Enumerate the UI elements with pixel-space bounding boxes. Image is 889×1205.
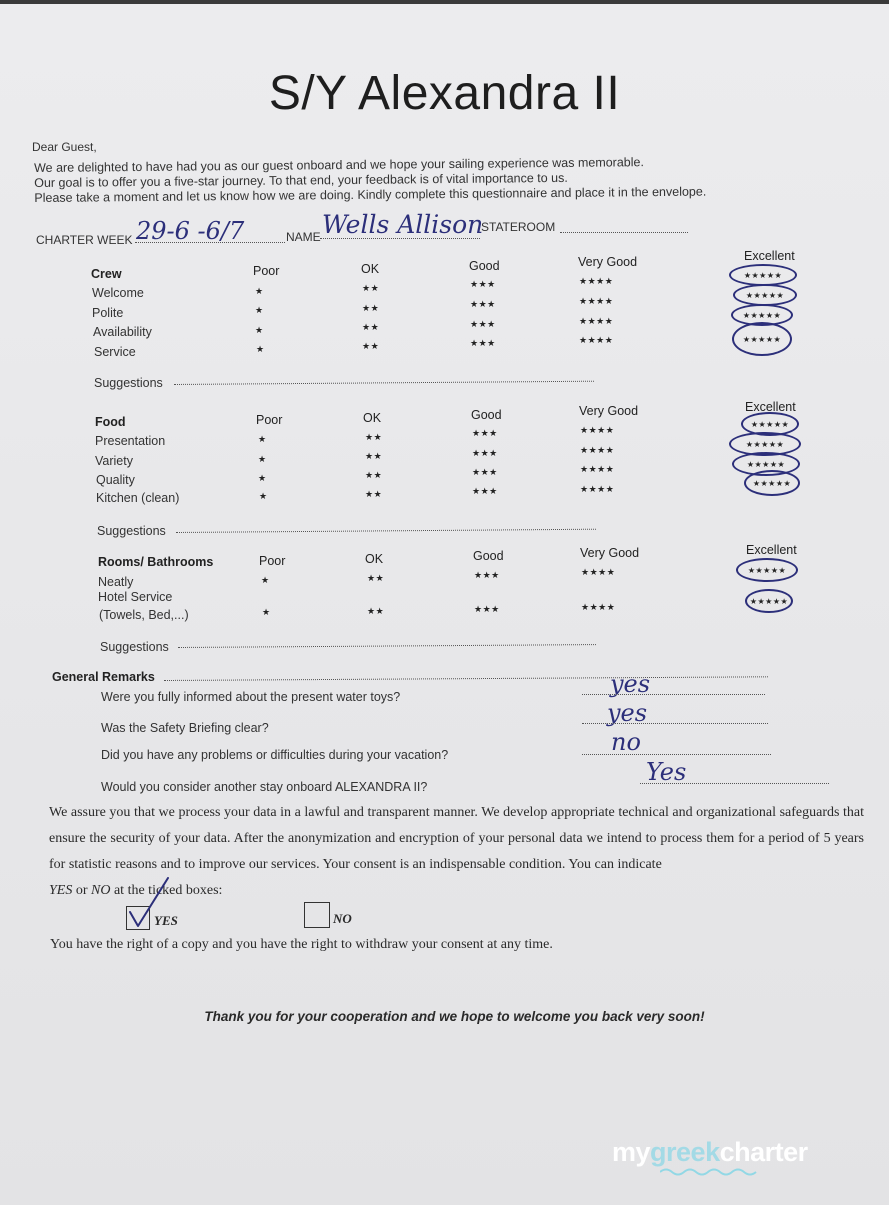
rating-excellent-welcome[interactable]: [729, 264, 797, 286]
row-label-neatly: Neatly: [98, 575, 134, 589]
column-header-good: Good: [471, 408, 502, 422]
privacy-text: We assure you that we process your data in a lawful and transparent manner. We develop appropriate technical and organizational safeguards that ensure the security of your data. After the anonymization and encryption of your personal data we intend to process them for a period of 5 years for statistic reasons and to improve our services. Your consent is an indispensable condition. You can indicate: [49, 805, 864, 872]
answer-safety-briefing[interactable]: yes: [607, 699, 648, 727]
column-header-good: Good: [473, 549, 504, 563]
question-safety-briefing: Was the Safety Briefing clear?: [101, 721, 269, 735]
rating-poor-kitchen[interactable]: ★: [259, 491, 268, 501]
rating-good-polite[interactable]: ★★★: [470, 299, 496, 309]
answer-line: [640, 783, 829, 784]
intro-paragraph: [34, 155, 706, 206]
suggestions-label-crew: Suggestions: [94, 376, 163, 390]
row-label-welcome: Welcome: [92, 286, 144, 300]
rating-good-presentation[interactable]: ★★★: [472, 428, 498, 438]
row-label-variety: Variety: [95, 454, 133, 468]
consent-yes-label: YES: [154, 913, 178, 928]
rating-good-welcome[interactable]: ★★★: [470, 279, 496, 289]
rating-good-hotel-service[interactable]: ★★★: [474, 604, 500, 614]
rating-very-good-variety[interactable]: ★★★★: [580, 445, 615, 455]
rating-ok-polite[interactable]: ★★: [362, 303, 380, 313]
rating-poor-hotel-service[interactable]: ★: [262, 607, 271, 617]
row-label-quality: Quality: [96, 473, 135, 487]
rating-very-good-neatly[interactable]: ★★★★: [581, 567, 616, 577]
rating-very-good-hotel-service[interactable]: ★★★★: [581, 602, 616, 612]
privacy-yes: YES: [49, 883, 73, 898]
answer-line: [582, 694, 765, 695]
consent-no-label: NO: [333, 911, 352, 926]
general-remarks-field[interactable]: [164, 676, 768, 681]
excellent-stars: ★★★★★: [742, 310, 782, 320]
rating-poor-welcome[interactable]: ★: [255, 286, 264, 296]
thank-you-text: Thank you for your cooperation and we hope to welcome you back very soon!: [204, 1009, 705, 1024]
column-header-good: Good: [469, 259, 500, 273]
privacy-rest: at the ticked boxes:: [110, 883, 223, 898]
consent-no-checkbox[interactable]: [304, 902, 330, 928]
section-heading-food: Food: [95, 415, 126, 429]
column-header-poor: Poor: [253, 264, 280, 278]
rating-very-good-availability[interactable]: ★★★★: [579, 316, 614, 326]
question-another-stay: Would you consider another stay onboard ALEXANDRA II?: [101, 780, 428, 794]
rating-excellent-service[interactable]: [732, 322, 792, 356]
rights-text: You have the right of a copy and you have the right to withdraw your consent at any time.: [50, 937, 553, 952]
section-heading-crew: Crew: [91, 267, 122, 281]
rating-very-good-service[interactable]: ★★★★: [579, 335, 614, 345]
privacy-no: NO: [91, 883, 111, 898]
rating-ok-variety[interactable]: ★★: [365, 451, 383, 461]
row-label-service: Service: [94, 345, 136, 359]
name-line: [320, 238, 480, 239]
question-problems: Did you have any problems or difficulties during your vacation?: [101, 748, 449, 762]
row-label-kitchen: Kitchen (clean): [96, 491, 180, 505]
answer-line: [582, 754, 771, 755]
name-field[interactable]: Wells Allison: [322, 210, 484, 239]
page-title: S/Y Alexandra II: [268, 67, 621, 120]
privacy-or: or: [72, 883, 92, 898]
answer-line: [582, 723, 768, 724]
rating-good-variety[interactable]: ★★★: [472, 448, 498, 458]
excellent-stars: ★★★★★: [742, 334, 782, 344]
rating-good-quality[interactable]: ★★★: [472, 467, 498, 477]
row-label-polite: Polite: [92, 306, 124, 320]
column-header-ok: OK: [363, 411, 382, 425]
logo-part: charter: [719, 1137, 808, 1167]
rating-very-good-kitchen[interactable]: ★★★★: [580, 484, 615, 494]
excellent-stars: ★★★★★: [749, 596, 789, 606]
answer-water-toys[interactable]: yes: [610, 670, 651, 698]
excellent-stars: ★★★★★: [746, 459, 786, 469]
answer-problems[interactable]: no: [611, 728, 641, 756]
rating-ok-hotel-service[interactable]: ★★: [367, 606, 385, 616]
column-header-very-good: Very Good: [579, 404, 639, 418]
intro-line: We are delighted to have had you as our guest onboard and we hope your sailing experience was memorable.: [34, 155, 644, 175]
suggestions-field-rooms[interactable]: [178, 644, 596, 648]
excellent-stars: ★★★★★: [745, 439, 785, 449]
charter-week-line: [135, 242, 285, 243]
rating-very-good-presentation[interactable]: ★★★★: [580, 425, 615, 435]
excellent-stars: ★★★★★: [752, 478, 792, 488]
column-header-very-good: Very Good: [580, 546, 640, 560]
rating-ok-availability[interactable]: ★★: [362, 322, 380, 332]
rating-excellent-neatly[interactable]: [736, 558, 798, 582]
general-remarks-heading: General Remarks: [52, 670, 155, 684]
rating-poor-quality[interactable]: ★: [258, 473, 267, 483]
suggestions-label-food: Suggestions: [97, 524, 166, 538]
logo-part: my: [612, 1137, 651, 1167]
column-header-excellent: Excellent: [745, 400, 796, 414]
charter-week-label: CHARTER WEEK: [36, 233, 133, 247]
row-label-availability: Availability: [93, 325, 152, 339]
rating-ok-welcome[interactable]: ★★: [362, 283, 380, 293]
column-header-ok: OK: [365, 552, 384, 566]
column-header-very-good: Very Good: [578, 255, 638, 269]
rating-excellent-polite[interactable]: [733, 284, 797, 306]
intro-line: Please take a moment and let us know how we are doing. Kindly complete this questionnaire and place it in the envelope.: [34, 184, 707, 205]
excellent-stars: ★★★★★: [747, 565, 787, 575]
rating-poor-availability[interactable]: ★: [255, 325, 264, 335]
rating-ok-service[interactable]: ★★: [362, 341, 380, 351]
rating-ok-presentation[interactable]: ★★: [365, 432, 383, 442]
column-header-ok: OK: [361, 262, 380, 276]
row-label-hotel-service: Hotel Service: [98, 590, 173, 604]
column-header-poor: Poor: [256, 413, 283, 427]
suggestions-field-crew[interactable]: [174, 381, 594, 385]
rating-poor-polite[interactable]: ★: [255, 305, 264, 315]
suggestions-label-rooms: Suggestions: [100, 640, 169, 654]
excellent-stars: ★★★★★: [750, 419, 790, 429]
section-heading-rooms: Rooms/ Bathrooms: [98, 555, 214, 569]
rating-poor-neatly[interactable]: ★: [261, 575, 270, 585]
rating-poor-presentation[interactable]: ★: [258, 434, 267, 444]
charter-week-field[interactable]: 29-6 -6/7: [136, 217, 245, 245]
rating-ok-neatly[interactable]: ★★: [367, 573, 385, 583]
rating-poor-variety[interactable]: ★: [258, 454, 267, 464]
rating-excellent-hotel-service[interactable]: [745, 589, 793, 613]
rating-excellent-kitchen[interactable]: [744, 470, 800, 496]
answer-another-stay[interactable]: Yes: [646, 758, 687, 786]
rating-very-good-quality[interactable]: ★★★★: [580, 464, 615, 474]
excellent-stars: ★★★★★: [743, 270, 783, 280]
rating-good-neatly[interactable]: ★★★: [474, 570, 500, 580]
greeting: Dear Guest,: [32, 140, 97, 154]
rating-poor-service[interactable]: ★: [256, 344, 265, 354]
column-header-excellent: Excellent: [746, 543, 797, 557]
logo-part: greek: [650, 1137, 720, 1167]
mygreekcharter-logo: [612, 1137, 808, 1168]
excellent-stars: ★★★★★: [745, 290, 785, 300]
row-label-presentation: Presentation: [95, 434, 166, 448]
rating-very-good-polite[interactable]: ★★★★: [579, 296, 614, 306]
name-label: NAME: [286, 230, 321, 244]
rating-ok-quality[interactable]: ★★: [365, 470, 383, 480]
rating-good-kitchen[interactable]: ★★★: [472, 486, 498, 496]
stateroom-label: STATEROOM: [481, 220, 556, 234]
column-header-excellent: Excellent: [744, 249, 795, 263]
logo-wave-icon: [660, 1167, 760, 1177]
question-water-toys: Were you fully informed about the present water toys?: [101, 690, 401, 704]
intro-line: Our goal is to offer you a five-star journey. To that end, your feedback is of vital importance to us.: [34, 170, 568, 190]
suggestions-field-food[interactable]: [176, 529, 596, 533]
column-header-poor: Poor: [259, 554, 286, 568]
rating-ok-kitchen[interactable]: ★★: [365, 489, 383, 499]
rating-good-availability[interactable]: ★★★: [470, 319, 496, 329]
row-label-towels-bed: (Towels, Bed,...): [99, 608, 189, 622]
rating-good-service[interactable]: ★★★: [470, 338, 496, 348]
stateroom-field[interactable]: [560, 232, 688, 233]
rating-very-good-welcome[interactable]: ★★★★: [579, 276, 614, 286]
